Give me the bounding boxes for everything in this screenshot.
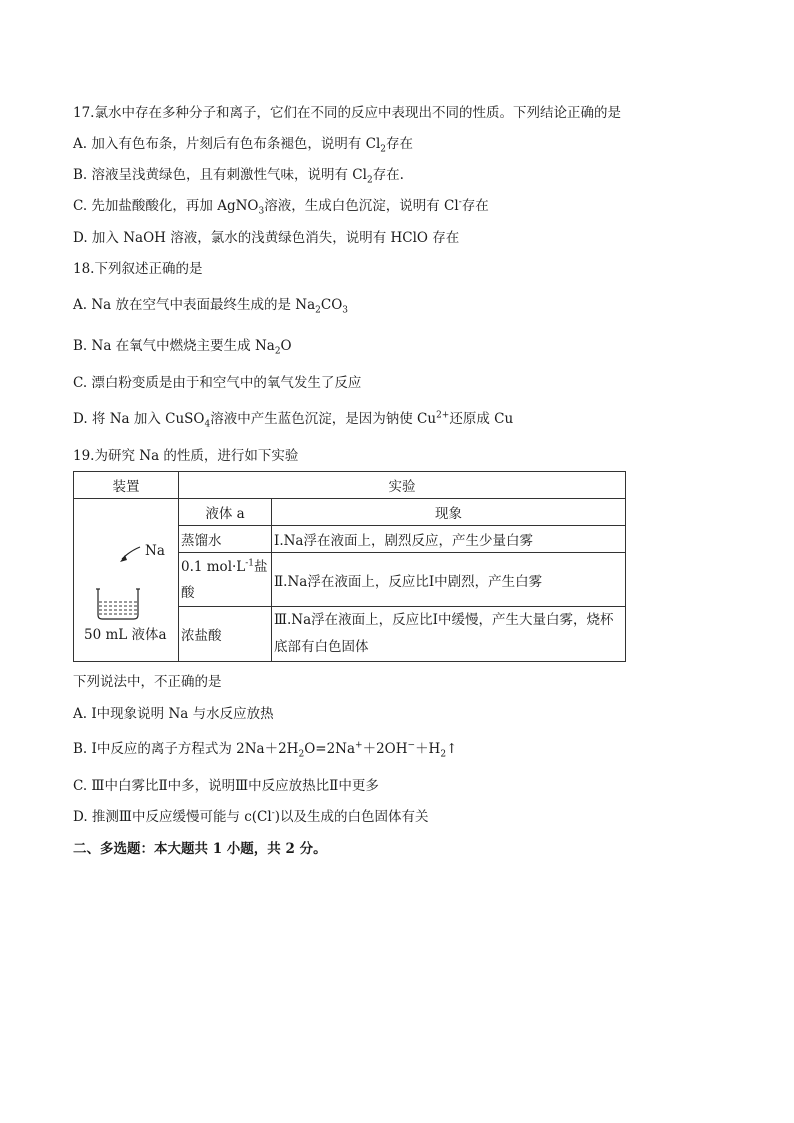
q18-option-a: A. Na 放在空气中表面最终生成的是 $Na_2CO_3$	[73, 297, 349, 316]
header-experiment: 实验	[179, 472, 626, 499]
q19-option-c: C. Ⅲ中白雾比Ⅱ中多，说明Ⅲ中反应放热比Ⅱ中更多	[73, 778, 379, 794]
q19-stem: 19.为研究 Na 的性质，进行如下实验	[73, 448, 299, 464]
q18-stem: 18.下列叙述正确的是	[73, 261, 203, 277]
experiment-table	[73, 471, 626, 662]
q18-option-b: B. Na 在氧气中燃烧主要生成 $Na_2O$	[73, 338, 292, 357]
apparatus-cell	[74, 499, 179, 662]
q17-option-b: B. 溶液呈浅黄绿色，且有刺激性气味，说明有 $Cl_2$存在.	[73, 167, 404, 186]
q18-option-d: D. 将 Na 加入 CuSO$_4$溶液中产生蓝色沉淀，是因为钠使 $Cu^{2+}$还原成 Cu	[73, 410, 514, 430]
q17-option-c: C. 先加盐酸酸化，再加 AgNO$_3$溶液，生成白色沉淀，说明有 Cl-存在	[73, 197, 489, 217]
col-phenomenon-header: 现象	[272, 499, 626, 526]
section-two-heading: 二、多选题：本大题共 1 小题，共 2 分。	[73, 841, 327, 857]
q19-option-a: A. Ⅰ中现象说明 Na 与水反应放热	[73, 706, 274, 722]
col-liquid-header: 液体 a	[179, 499, 272, 526]
q19-prompt: 下列说法中，不正确的是	[73, 674, 222, 690]
phenomenon-cell: Ⅰ.Na浮在液面上，剧烈反应，产生少量白雾	[272, 526, 626, 553]
liquid-cell: 蒸馏水	[179, 526, 272, 553]
q17-option-d: D. 加入 NaOH 溶液，氯水的浅黄绿色消失，说明有 HClO 存在	[73, 230, 460, 246]
q18-option-c: C. 漂白粉变质是由于和空气中的氧气发生了反应	[73, 375, 362, 391]
liquid-volume-label: 50 mL 液体a	[84, 627, 167, 643]
q17-stem: 17.氯水中存在多种分子和离子，它们在不同的反应中表现出不同的性质。下列结论正确的是	[73, 105, 621, 121]
sodium-label: Na	[145, 543, 165, 559]
phenomenon-cell: Ⅱ.Na浮在液面上，反应比Ⅰ中剧烈，产生白雾	[272, 553, 626, 607]
liquid-cell: 浓盐酸	[179, 607, 272, 662]
liquid-cell: 0.1 $mol\cdot L^{-1}$盐酸	[179, 553, 272, 607]
q19-option-b: B. Ⅰ中反应的离子方程式为 $2Na+2H_2O=2Na^++2OH^-+H_2↑$	[73, 740, 458, 760]
q19-option-d: D. 推测Ⅲ中反应缓慢可能与 c(Cl-)以及生成的白色固体有关	[73, 808, 429, 825]
header-device: 装置	[74, 472, 179, 499]
q17-option-a: A. 加入有色布条，片刻后有色布条褪色，说明有 $Cl_2$存在	[73, 136, 414, 155]
phenomenon-cell: Ⅲ.Na浮在液面上，反应比Ⅰ中缓慢，产生大量白雾，烧杯底部有白色固体	[272, 607, 626, 662]
